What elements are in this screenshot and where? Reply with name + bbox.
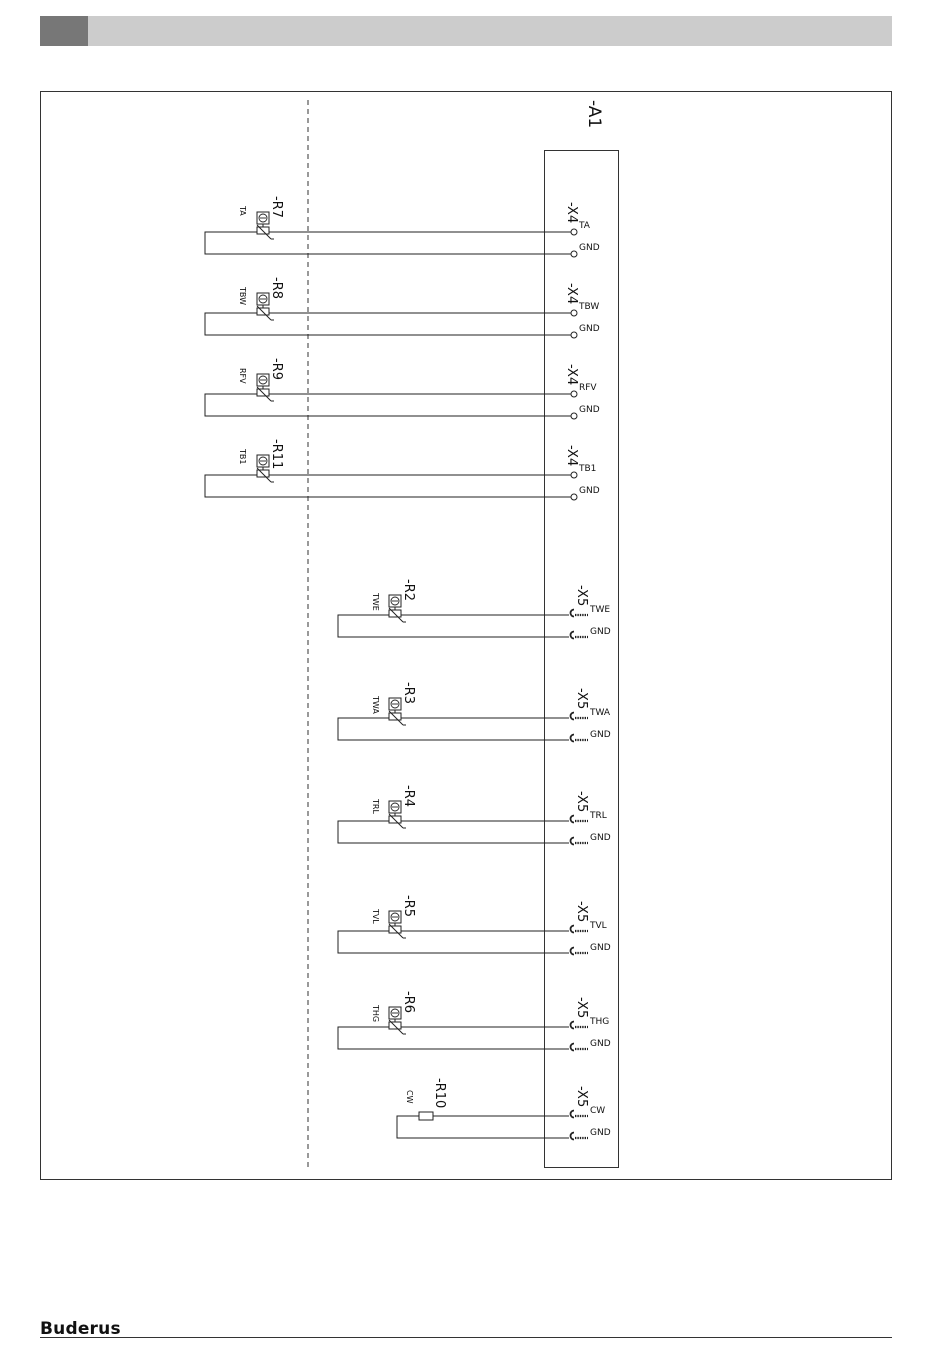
sensor-r6-connector: -X5 bbox=[574, 997, 589, 1019]
sensor-r11-signal-terminal bbox=[571, 472, 577, 478]
sensor-r5 bbox=[338, 895, 611, 955]
resistor-r10-signal-label: CW bbox=[590, 1106, 606, 1116]
sensor-r6-gnd-terminal bbox=[571, 1044, 575, 1051]
sensor-r8-signal-terminal bbox=[571, 310, 577, 316]
sensor-r11-connector: -X4 bbox=[564, 445, 579, 467]
sensor-r4-signal-terminal bbox=[571, 816, 575, 823]
sensor-r4-signal: TRL bbox=[371, 799, 380, 814]
sensor-r2-signal-terminal bbox=[571, 610, 575, 617]
sensor-r6-signal-terminal bbox=[571, 1022, 575, 1029]
sensor-r5-signal-terminal bbox=[571, 926, 575, 933]
sensor-r3 bbox=[338, 682, 611, 742]
sensor-r9-signal-terminal bbox=[571, 391, 577, 397]
r10-resistor-group bbox=[397, 1078, 611, 1140]
sensor-r6-ref: -R6 bbox=[401, 991, 416, 1013]
footer-line bbox=[40, 1337, 892, 1338]
sensor-r9 bbox=[205, 358, 600, 419]
sensor-r8 bbox=[205, 277, 600, 338]
sensor-r7-gnd-label: GND bbox=[579, 243, 600, 253]
sensor-r9-gnd-label: GND bbox=[579, 405, 600, 415]
sensor-r2-ref: -R2 bbox=[401, 579, 416, 601]
sensor-r3-signal-label: TWA bbox=[590, 708, 611, 718]
sensor-r11-signal-label: TB1 bbox=[579, 464, 597, 474]
sensor-r9-ref: -R9 bbox=[269, 358, 284, 380]
x4-sensor-group bbox=[205, 196, 600, 500]
sensor-r8-connector: -X4 bbox=[564, 283, 579, 305]
sensor-r11-gnd-terminal bbox=[571, 494, 577, 500]
module-label: -A1 bbox=[584, 100, 604, 129]
sensor-r6 bbox=[338, 991, 611, 1051]
sensor-r7-gnd-terminal bbox=[571, 251, 577, 257]
sensor-r2 bbox=[338, 579, 611, 639]
sensor-r7-signal: TA bbox=[238, 206, 247, 216]
sensor-r3-signal: TWA bbox=[371, 696, 380, 714]
sensor-r9-signal: RFV bbox=[238, 368, 247, 384]
sensor-r8-gnd-terminal bbox=[571, 332, 577, 338]
sensor-r6-signal-label: THG bbox=[590, 1017, 610, 1027]
sensor-r6-signal: THG bbox=[371, 1005, 380, 1023]
x5-sensor-group bbox=[338, 579, 611, 1051]
sensor-r2-gnd-terminal bbox=[571, 632, 575, 639]
sensor-r9-connector: -X4 bbox=[564, 364, 579, 386]
sensor-r2-connector: -X5 bbox=[574, 585, 589, 607]
sensor-r7-wire bbox=[205, 232, 573, 254]
sensor-r8-wire bbox=[205, 313, 573, 335]
sensor-r8-signal: TBW bbox=[238, 287, 247, 305]
sensor-r4-connector: -X5 bbox=[574, 791, 589, 813]
sensor-r4-gnd-terminal bbox=[571, 838, 575, 845]
sensor-r6-wire bbox=[338, 1027, 569, 1049]
sensor-r8-gnd-label: GND bbox=[579, 324, 600, 334]
resistor-r10-body bbox=[419, 1112, 433, 1120]
sensor-r5-connector: -X5 bbox=[574, 901, 589, 923]
sensor-r11-wire bbox=[205, 475, 573, 497]
sensor-r3-ref: -R3 bbox=[401, 682, 416, 704]
sensor-r7-ref: -R7 bbox=[269, 196, 284, 218]
sensor-r6-gnd-label: GND bbox=[590, 1039, 611, 1049]
resistor-r10-connector: -X5 bbox=[574, 1086, 589, 1108]
sensor-r3-connector: -X5 bbox=[574, 688, 589, 710]
sensor-r11-ref: -R11 bbox=[269, 439, 284, 470]
sensor-r2-signal: TWE bbox=[371, 593, 380, 611]
sensor-r4-wire bbox=[338, 821, 569, 843]
sensor-r5-gnd-terminal bbox=[571, 948, 575, 955]
sensor-r4-signal-label: TRL bbox=[590, 811, 607, 821]
brand-logo: Buderus bbox=[40, 1319, 121, 1339]
sensor-r2-gnd-label: GND bbox=[590, 627, 611, 637]
sensor-r7-signal-label: TA bbox=[579, 221, 590, 231]
sensor-r2-signal-label: TWE bbox=[590, 605, 611, 615]
sensor-r3-wire bbox=[338, 718, 569, 740]
resistor-r10-signal: CW bbox=[405, 1090, 414, 1104]
sensor-r5-wire bbox=[338, 931, 569, 953]
sensor-r11-signal: TB1 bbox=[238, 449, 247, 465]
sensor-r5-ref: -R5 bbox=[401, 895, 416, 917]
sensor-r9-wire bbox=[205, 394, 573, 416]
sensor-r5-signal: TVL bbox=[371, 909, 380, 924]
sensor-r9-signal-label: RFV bbox=[579, 383, 597, 393]
sensor-r3-gnd-label: GND bbox=[590, 730, 611, 740]
sensor-r5-gnd-label: GND bbox=[590, 943, 611, 953]
sensor-r8-signal-label: TBW bbox=[579, 302, 600, 312]
sensor-r8-ref: -R8 bbox=[269, 277, 284, 299]
sensor-r3-signal-terminal bbox=[571, 713, 575, 720]
resistor-r10-gnd-terminal bbox=[571, 1133, 575, 1140]
sensor-r4 bbox=[338, 785, 611, 845]
sensor-r11 bbox=[205, 439, 600, 500]
diagram-frame bbox=[41, 92, 892, 1180]
sensor-r4-ref: -R4 bbox=[401, 785, 416, 807]
sensor-r5-signal-label: TVL bbox=[590, 921, 607, 931]
sensor-r7-connector: -X4 bbox=[564, 202, 579, 224]
sensor-r7-signal-terminal bbox=[571, 229, 577, 235]
resistor-r10-gnd-label: GND bbox=[590, 1128, 611, 1138]
sensor-r3-gnd-terminal bbox=[571, 735, 575, 742]
sensor-r7 bbox=[205, 196, 600, 257]
resistor-r10-signal-terminal bbox=[571, 1111, 575, 1118]
sensor-r11-gnd-label: GND bbox=[579, 486, 600, 496]
sensor-r2-wire bbox=[338, 615, 569, 637]
sensor-r9-gnd-terminal bbox=[571, 413, 577, 419]
sensor-r4-gnd-label: GND bbox=[590, 833, 611, 843]
resistor-r10-ref: -R10 bbox=[432, 1078, 447, 1109]
